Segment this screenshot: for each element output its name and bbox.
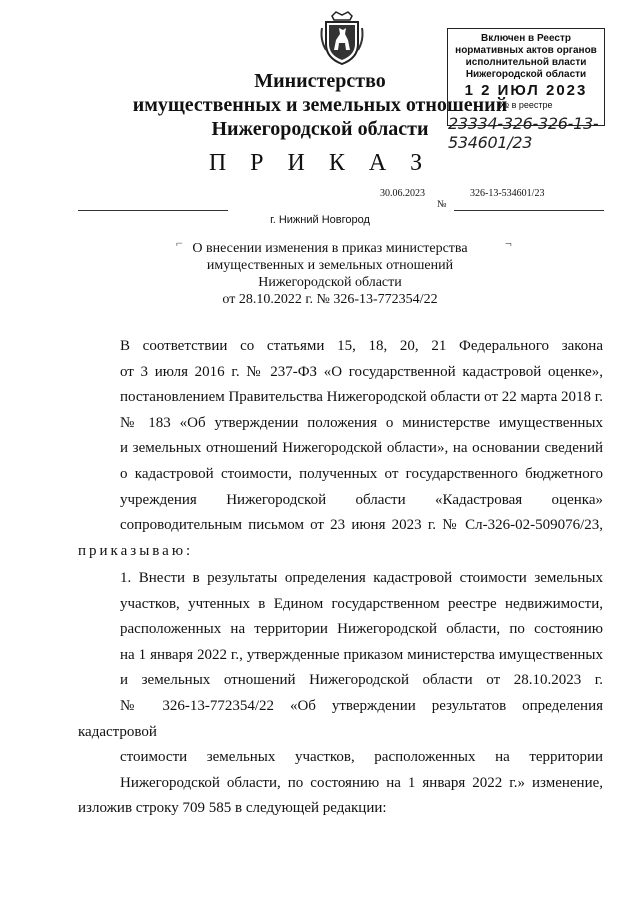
preamble-line: постановлением Правительства Нижегородской области от 22 марта 2018 г.	[120, 389, 603, 406]
number-sign: №	[437, 199, 447, 210]
subject-corner-left: ⌐	[176, 236, 183, 250]
preamble-line: о кадастровой стоимости, полученных от государственного бюджетного	[120, 465, 603, 482]
city-name: г. Нижний Новгород	[270, 214, 370, 226]
item1-line: стоимости земельных участков, расположенных на территории	[120, 749, 603, 766]
preamble-line: от 3 июля 2016 г. № 237-ФЗ «О государственной кадастровой оценке»,	[120, 363, 603, 380]
registry-stamp	[447, 28, 605, 126]
stamp-line5: № в реестре	[499, 100, 553, 110]
subject-line3: Нижегородской области	[258, 275, 402, 290]
preamble-line: В соответствии со статьями 15, 18, 20, 21 Федерального закона	[120, 338, 603, 354]
preamble-line: сопроводительным письмом от 23 июня 2023 г. № Сл-326-02-509076/23,	[120, 517, 603, 534]
preamble-line: № 183 «Об утверждении положения о министерстве имущественных	[120, 414, 603, 431]
document-number: 326-13-534601/23	[470, 188, 545, 199]
registry-number-handwritten: 23334-326-326-13-534601/23	[448, 114, 599, 152]
item1-line: Нижегородской области, по состоянию на 1 января 2022 г.» изменение,	[120, 774, 603, 791]
subject-line4: от 28.10.2022 г. № 326-13-772354/22	[222, 292, 438, 307]
order-word: приказываю:	[78, 542, 194, 559]
subject-corner-right: ¬	[505, 236, 512, 250]
stamp-line2: нормативных актов органов	[455, 45, 597, 56]
subject-line2: имущественных и земельных отношений	[206, 258, 454, 273]
preamble-line: и земельных отношений Нижегородской области», на основании сведений	[120, 440, 603, 457]
stamp-line4: Нижегородской области	[465, 69, 587, 80]
subject-line1: О внесении изменения в приказ министерства	[192, 241, 468, 256]
ministry-name-line2: имущественных и земельных отношений	[132, 94, 508, 116]
document-date: 30.06.2023	[380, 188, 425, 199]
preamble-paragraph	[78, 334, 603, 564]
stamp-date: 1 2 ИЮЛ 2023	[464, 82, 588, 99]
ministry-name-line3: Нижегородской области	[211, 118, 429, 140]
item1-line: и земельных отношений Нижегородской области от 28.10.2023 г.	[120, 672, 603, 689]
item1-line: № 326-13-772354/22 «Об утверждении результатов определения кадастровой	[78, 697, 603, 740]
document-subject	[160, 240, 500, 308]
coat-of-arms-emblem	[318, 10, 366, 66]
stamp-line3: исполнительной власти	[465, 57, 587, 68]
number-underline	[454, 210, 604, 211]
item1-paragraph	[78, 566, 603, 822]
date-underline	[78, 210, 228, 211]
stamp-line1: Включен в Реестр	[481, 33, 571, 44]
ministry-name-line1: Министерство	[254, 70, 386, 92]
document-type-title: П Р И К А З	[208, 150, 432, 176]
item1-line: 1. Внести в результаты определения кадастровой стоимости земельных	[120, 570, 603, 586]
item1-line: участков, учтенных в Едином государственном реестре недвижимости,	[120, 595, 603, 612]
item1-line: расположенных на территории Нижегородской области, по состоянию	[120, 621, 603, 638]
item1-line: на 1 января 2022 г., утвержденные приказом министерства имущественных	[120, 646, 603, 663]
preamble-line: учреждения Нижегородской области «Кадастровая оценка»	[120, 491, 603, 508]
item1-line: изложив строку 709 585 в следующей редакции:	[78, 800, 387, 817]
